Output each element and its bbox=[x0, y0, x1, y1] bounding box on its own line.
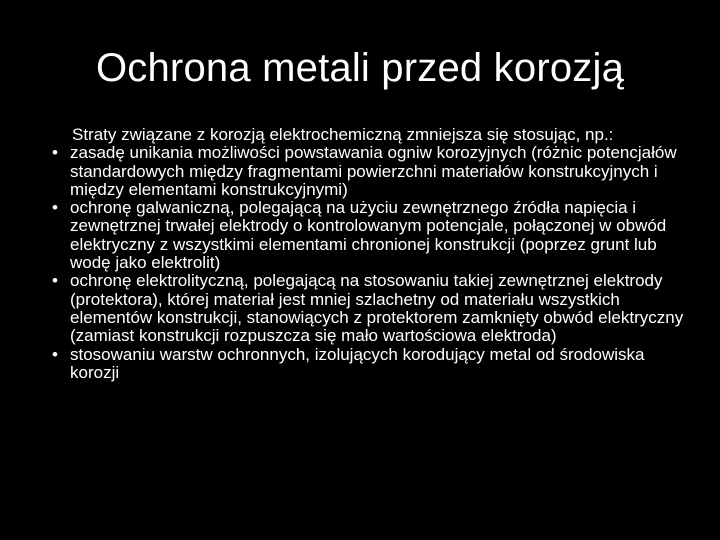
bullet-text: ochronę elektrolityczną, polegającą na stosowaniu takiej zewnętrznej elektrody (protektora), której materiał jest mniej szlachetny od materiału wszystkich elementów konstrukcji, stanowiących z protektorem zamknięty obwód elektryczny (zamiast konstrukcji rozpuszcza się mało wartościowa elektroda) bbox=[70, 271, 684, 346]
bullet-icon: • bbox=[52, 143, 58, 163]
bullet-item-galvanic-protection bbox=[48, 199, 688, 272]
bullet-item-electrolytic-protection bbox=[48, 272, 688, 345]
bullet-icon: • bbox=[52, 271, 58, 291]
bullet-text: stosowaniu warstw ochronnych, izolujących korodujący metal od środowiska korozji bbox=[70, 344, 645, 382]
bullet-icon: • bbox=[52, 344, 58, 364]
bullet-item-protective-layers bbox=[48, 346, 688, 383]
bullet-icon: • bbox=[52, 198, 58, 218]
bullet-list bbox=[48, 144, 688, 382]
bullet-text: zasadę unikania możliwości powstawania ogniw korozyjnych (różnic potencjałów standardowych między fragmentami powierzchni materiałów konstrukcyjnych i między elementami konstrukcyjnymi) bbox=[70, 143, 677, 199]
bullet-item-galvanic-cells bbox=[48, 144, 688, 199]
slide-title: Ochrona metali przed korozją bbox=[95, 46, 625, 90]
slide-body bbox=[48, 126, 688, 382]
bullet-text: ochronę galwaniczną, polegającą na użyciu zewnętrznego źródła napięcia i zewnętrznej trwałej elektrody o kontrolowanym potencjale, połączonej w obwód elektryczny z wszystkimi elementami chronionej konstrukcji (poprzez grunt lub wodę jako elektrolit) bbox=[70, 198, 667, 273]
intro-text: Straty związane z korozją elektrochemiczną zmniejsza się stosując, np.: bbox=[72, 125, 614, 144]
